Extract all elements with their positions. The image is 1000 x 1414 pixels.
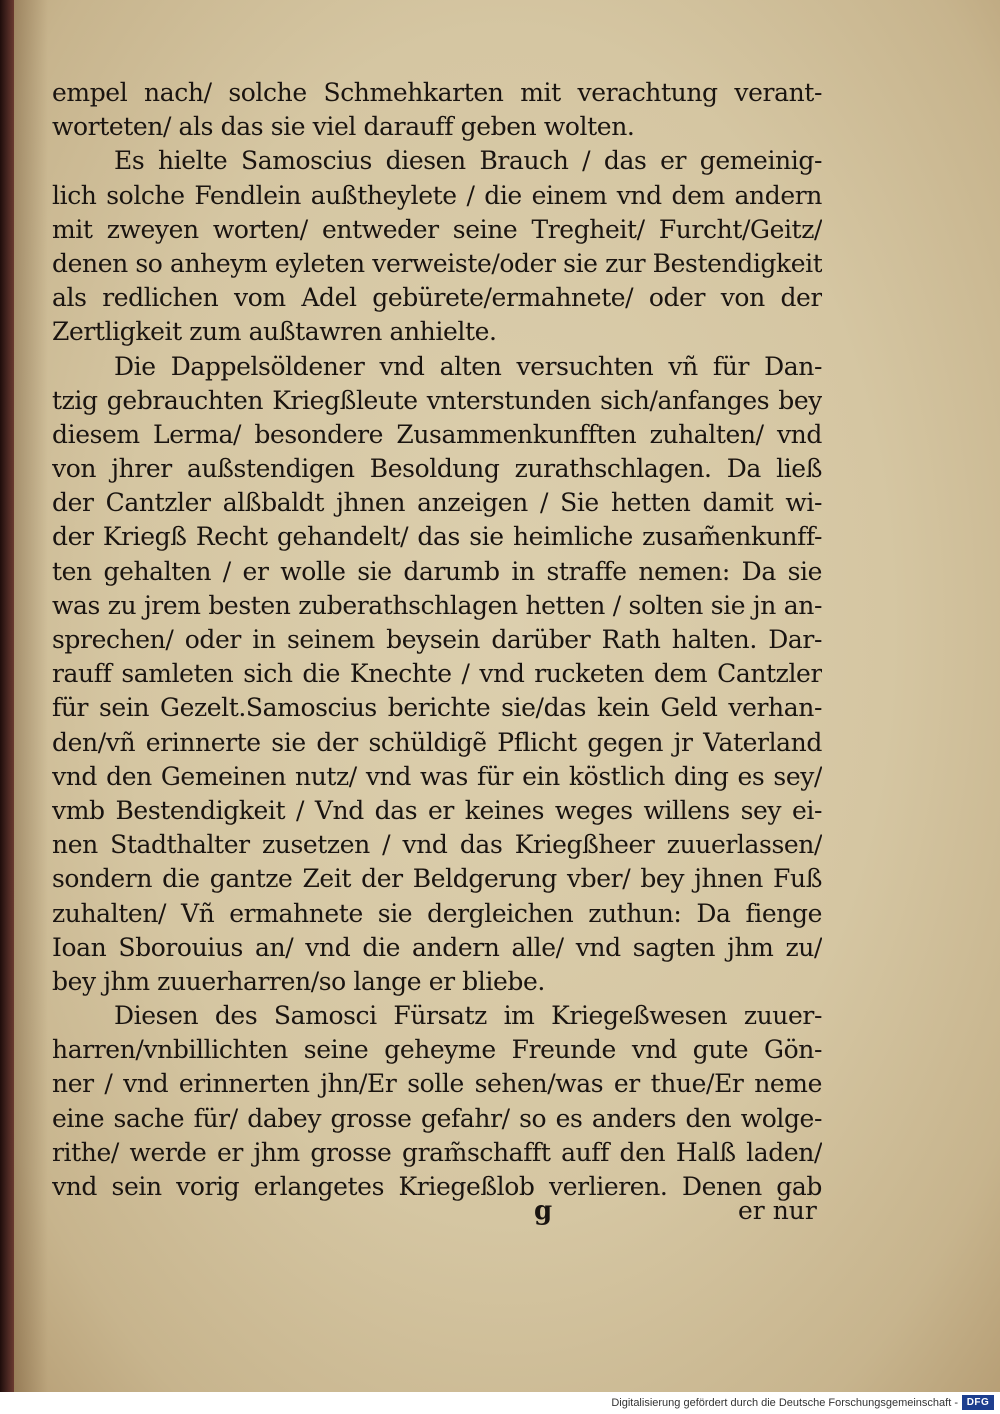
text-line: mit zweyen worten/ entweder seine Tregheit/ Furcht/Geitz/ [52,214,822,244]
text-line: eine sache für/ dabey grosse gefahr/ so es anders den wolge- [52,1103,822,1133]
text-line: Diesen des Samosci Fürsatz im Kriegeßwesen zuuer- [114,1001,822,1031]
text-line: den/vñ erinnerte sie der schüldigẽ Pflicht gegen jr Vaterland [52,727,822,757]
text-line: empel nach/ solche Schmehkarten mit verachtung verant- [52,78,822,107]
text-line: von jhrer außstendigen Besoldung zurathschlagen. Da ließ [52,454,822,484]
text-line: was zu jrem besten zuberathschlagen hetten / solten sie jn an- [52,590,822,620]
text-line: sondern die gantze Zeit der Beldgerung vber/ bey jhnen Fuß [52,864,822,894]
book-page [14,0,1000,1392]
page-body-text [52,76,822,1204]
text-line: rauff samleten sich die Knechte / vnd rucketen dem Cantzler [52,659,822,689]
text-line: als redlichen vom Adel gebürete/ermahnete/ oder von der [52,283,822,313]
text-line: tzig gebrauchten Kriegßleute vnterstunden sich/anfanges bey [52,385,822,415]
text-line: nen Stadthalter zusetzen / vnd das Kriegßheer zuuerlassen/ [52,830,822,860]
text-line: harren/vnbillichten seine geheyme Freunde vnd gute Gön- [52,1035,822,1065]
catchword: er nur [738,1196,817,1225]
dfg-credit-text: Digitalisierung gefördert durch die Deutsche Forschungsgemeinschaft - [611,1397,958,1409]
text-line: bey jhm zuuerharren/so lange er bliebe. [52,966,545,996]
text-line: ten gehalten / er wolle sie darumb in straffe nemen: Da sie [52,556,822,586]
dfg-logo-icon: DFG [962,1395,994,1410]
text-line: diesem Lerma/ besondere Zusammenkunfften zuhalten/ vnd [52,419,822,449]
text-line: zuhalten/ Vñ ermahnete sie dergleichen zuthun: Da fienge [52,898,822,928]
text-line: Es hielte Samoscius diesen Brauch / das er gemeinig- [114,146,822,176]
text-line: rithe/ werde er jhm grosse gram̃schafft auff den Halß laden/ [52,1137,822,1167]
text-line: worteten/ als das sie viel darauff geben wolten. [52,112,635,142]
text-line: vmb Bestendigkeit / Vnd das er keines weges willens sey ei- [52,795,822,825]
text-line: lich solche Fendlein außtheylete / die einem vnd dem andern [52,180,822,210]
text-line: der Kriegß Recht gehandelt/ das sie heimliche zusam̃enkunff- [52,522,822,552]
text-line: Die Dappelsöldener vnd alten versuchten vñ für Dan- [114,351,822,381]
text-line: vnd sein vorig erlangetes Kriegeßlob verlieren. Denen gab [52,1172,822,1201]
book-binding [0,0,14,1392]
text-line: denen so anheym eyleten verweiste/oder sie zur Bestendigkeit [52,248,822,278]
signature-mark: g [534,1196,553,1226]
text-line: sprechen/ oder in seinem beysein darüber Rath halten. Dar- [52,625,822,654]
text-line: Zertligkeit zum außtawren anhielte. [52,317,497,347]
text-line: der Cantzler alßbaldt jhnen anzeigen / Sie hetten damit wi- [52,488,822,518]
text-line: ner / vnd erinnerten jhn/Er solle sehen/was er thue/Er neme [52,1069,822,1099]
text-line: Ioan Sborouius an/ vnd die andern alle/ vnd sagten jhm zu/ [52,932,822,962]
text-line: für sein Gezelt.Samoscius berichte sie/das kein Geld verhan- [52,693,822,723]
text-line: vnd den Gemeinen nutz/ vnd was für ein köstlich ding es sey/ [52,761,822,791]
